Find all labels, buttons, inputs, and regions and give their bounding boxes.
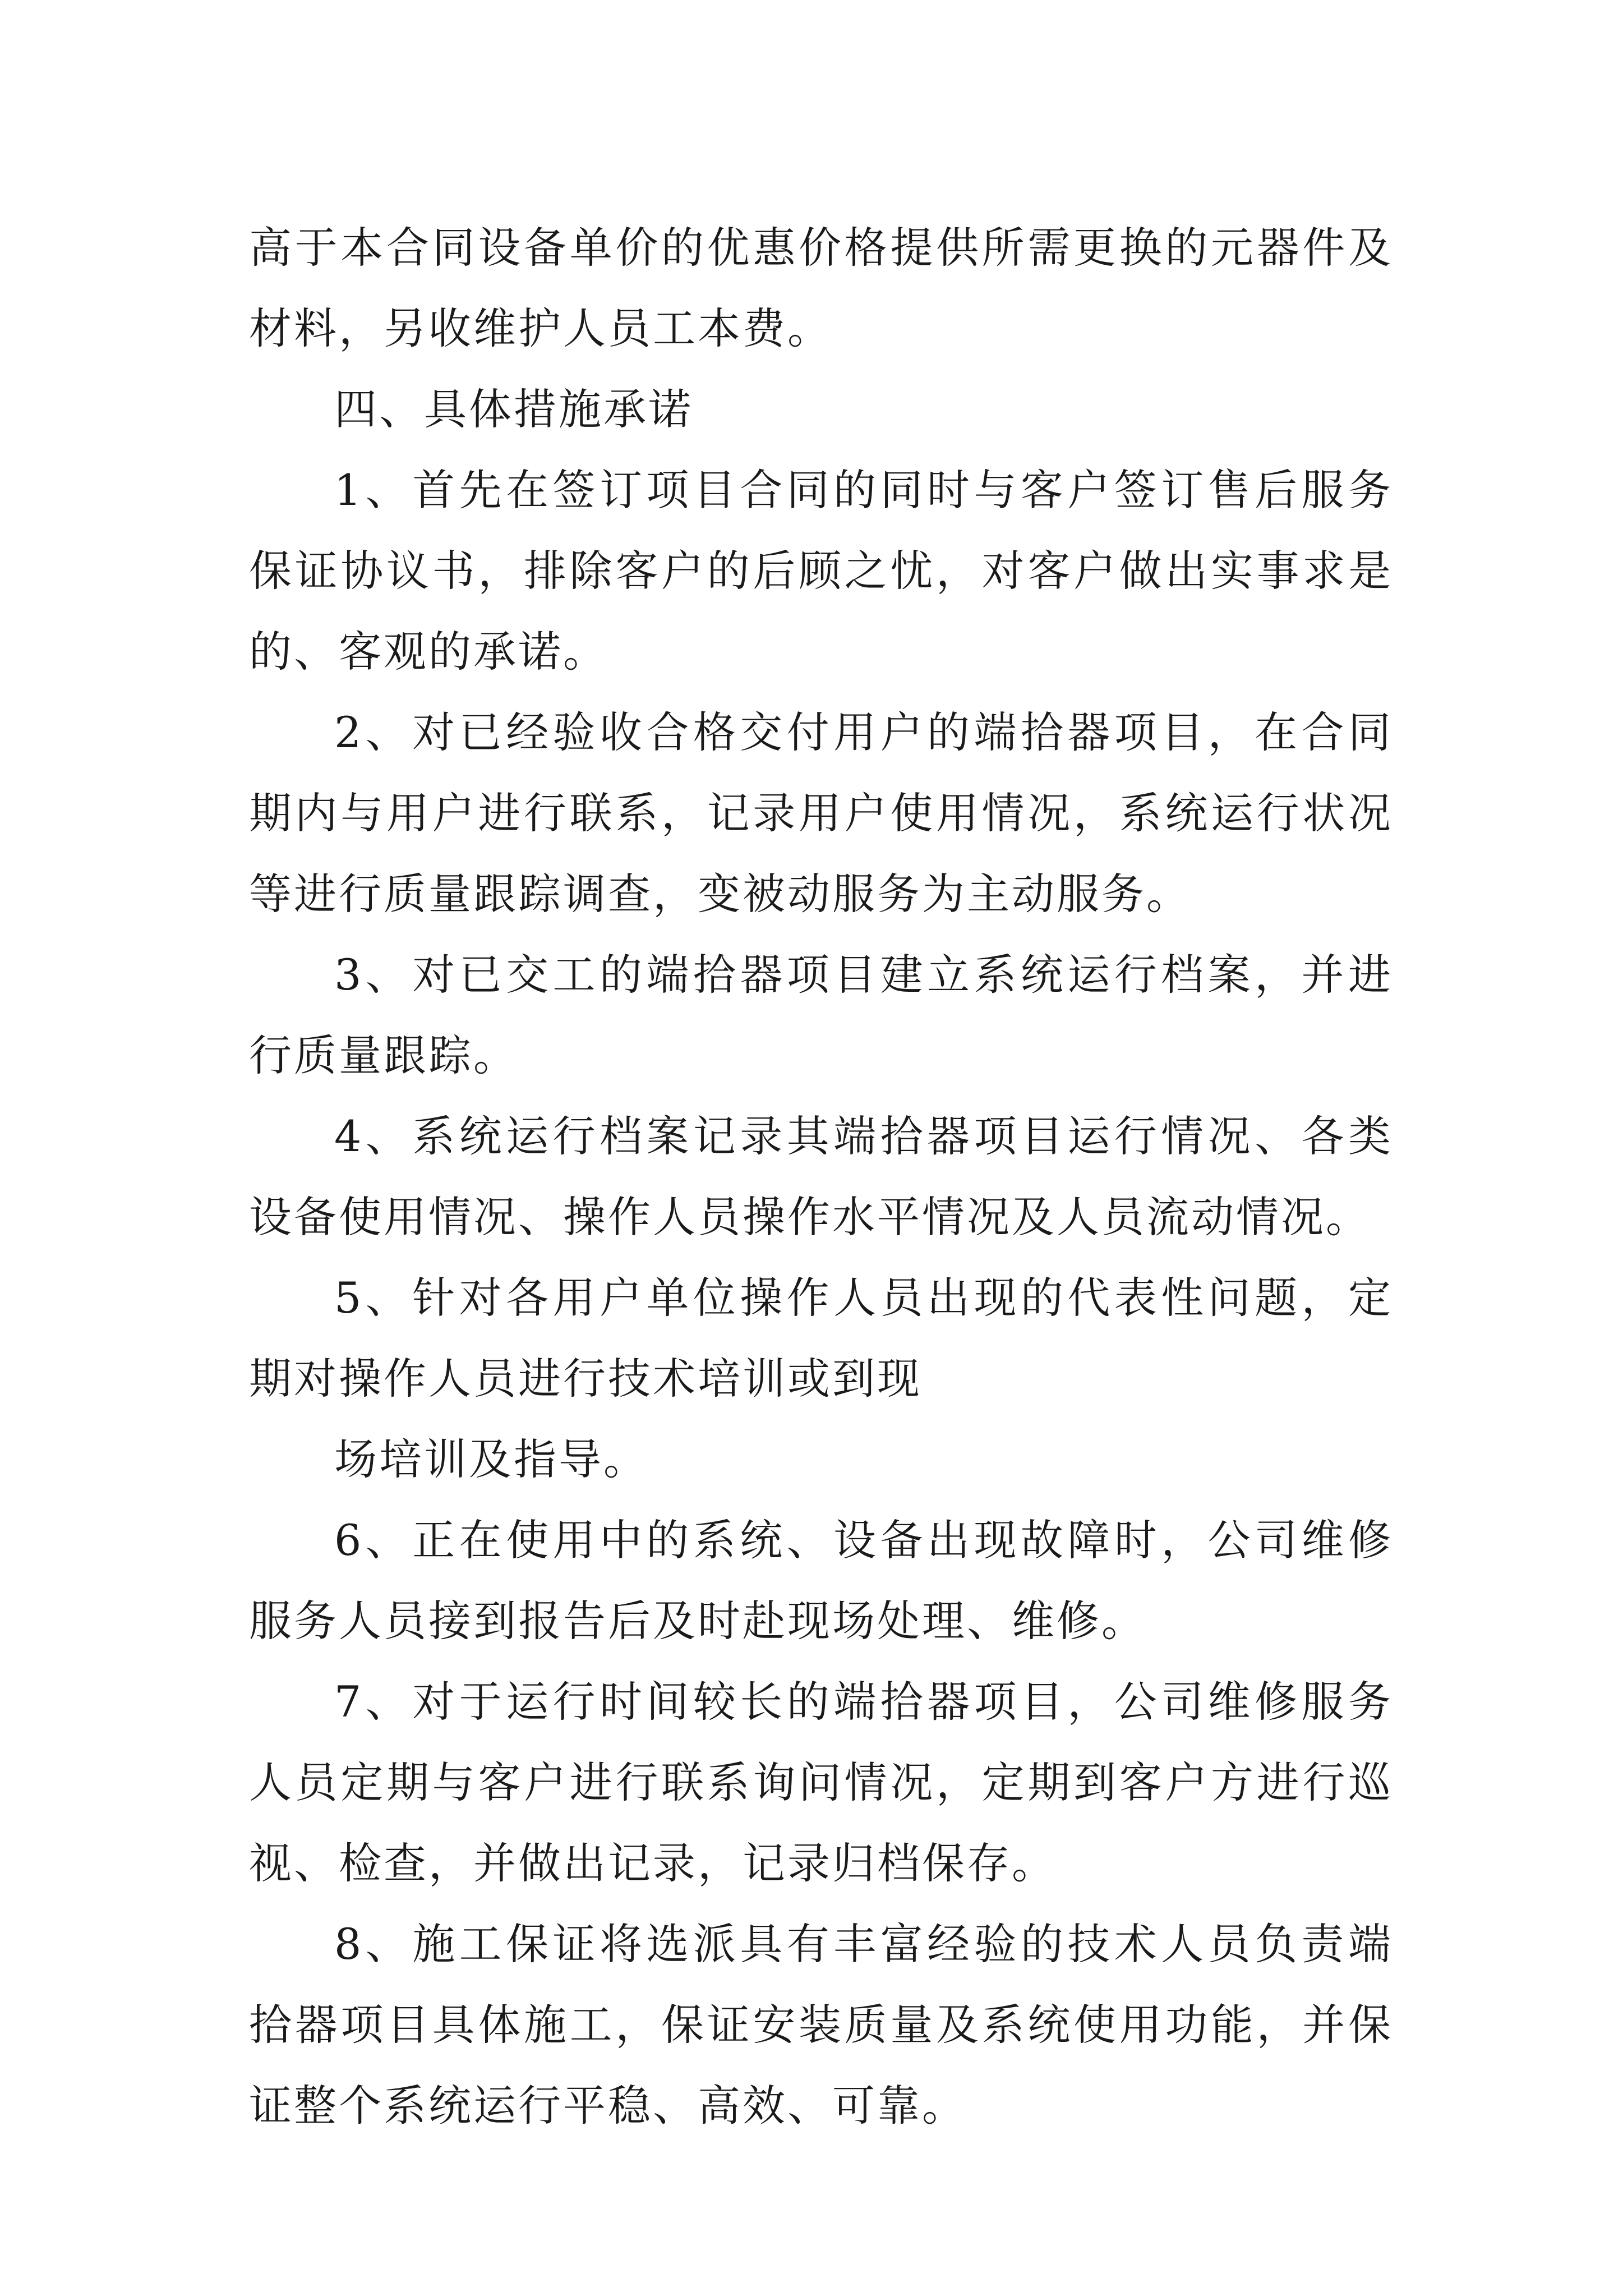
paragraph-item-6: 6、正在使用中的系统、设备出现故障时，公司维修服务人员接到报告后及时赴现场处理、维修。: [249, 1515, 1393, 1646]
paragraph-item-5-continued: 场培训及指导。: [334, 1434, 648, 1484]
document-body: [249, 208, 1393, 2146]
paragraph-item-4: 4、系统运行档案记录其端拾器项目运行情况、各类设备使用情况、操作人员操作水平情况及人员流动情况。: [249, 1111, 1393, 1242]
paragraph-item-2: 2、对已经验收合格交付用户的端拾器项目，在合同期内与用户进行联系，记录用户使用情况，系统运行状况等进行质量跟踪调查，变被动服务为主动服务。: [249, 707, 1393, 919]
paragraph-item-3: 3、对已交工的端拾器项目建立系统运行档案，并进行质量跟踪。: [249, 950, 1393, 1080]
section-heading: 四、具体措施承诺: [334, 384, 693, 434]
paragraph-item-7: 7、对于运行时间较长的端拾器项目，公司维修服务人员定期与客户进行联系询问情况，定期到客户方进行巡视、检查，并做出记录，记录归档保存。: [249, 1677, 1393, 1888]
paragraph-continuation: 高于本合同设备单价的优惠价格提供所需更换的元器件及材料，另收维护人员工本费。: [249, 223, 1393, 353]
paragraph-item-1: 1、首先在签订项目合同的同时与客户签订售后服务保证协议书，排除客户的后顾之忧，对客户做出实事求是的、客观的承诺。: [249, 465, 1393, 677]
paragraph-item-5: 5、针对各用户单位操作人员出现的代表性问题，定期对操作人员进行技术培训或到现: [249, 1273, 1393, 1404]
paragraph-item-8: 8、施工保证将选派具有丰富经验的技术人员负责端拾器项目具体施工，保证安装质量及系统使用功能，并保证整个系统运行平稳、高效、可靠。: [249, 1919, 1393, 2131]
